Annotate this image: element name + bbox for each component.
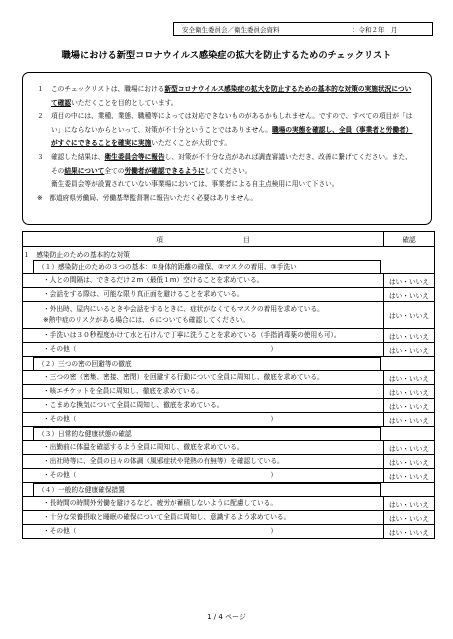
intro-note-2 xyxy=(37,192,417,206)
emphasis-text: 職場の実態を確認し、全員（事業者と労働者）がすぐにできることを確実に実施 xyxy=(51,125,413,148)
question-text: ・三つの密（密集、密接、密閉）を回避する行動について全員に周知し、徹底を求めている。 xyxy=(23,371,384,385)
emphasis-text: 新型コロナウイルス感染症の拡大を防止するための基本的な対策の実施状況について確認 xyxy=(51,85,412,107)
table-body xyxy=(23,247,435,539)
question-text: ・手洗いは３０秒程度かけて水と石けんで丁寧に洗うことを求めている（手指消毒薬の使用も可）。 xyxy=(23,329,384,343)
yes-no-choice[interactable]: はい・いいえ xyxy=(384,525,435,539)
plain-text: いただくことを目的としています。 xyxy=(71,98,178,107)
question-row xyxy=(23,399,435,413)
yes-no-choice[interactable]: はい・いいえ xyxy=(384,455,435,469)
intro-note-1: 衛生委員会等が設置されていない事業場においては、事業者による自主点検用に用いて下さい。 xyxy=(51,180,339,189)
group-row xyxy=(23,427,435,441)
question-row xyxy=(23,413,435,427)
group-row xyxy=(23,357,435,371)
plain-text: 項目の中には、業種、業態、職種等によっては対応できないものがあるかもしれません。ですので、すべての項目が「はい」にならないからといって、対策が不十分ということではありません。 xyxy=(51,112,413,134)
question-row xyxy=(23,371,435,385)
intro-item xyxy=(37,151,417,178)
plain-text: 確認した結果は、 xyxy=(51,152,105,161)
group-label: （２）三つの密の回避等の徹底 xyxy=(33,357,381,370)
header-item: 項 目 xyxy=(23,232,384,247)
intro-item-number: ２ xyxy=(37,112,44,121)
group-label: （４）一般的な健康確保措置 xyxy=(33,483,381,496)
question-row xyxy=(23,497,435,511)
page-title: 職場における新型コロナウイルス感染症の拡大を防止するためのチェックリスト xyxy=(61,50,392,61)
group-label: （３）日常的な健康状態の確認 xyxy=(33,427,381,440)
yes-no-choice[interactable]: はい・いいえ xyxy=(384,385,435,399)
intro-item-text xyxy=(51,110,417,151)
header-org: 安全衛生委員会／衛生委員会資料 xyxy=(182,26,280,34)
group-row xyxy=(23,483,435,497)
plain-text: いただくことが大切です。 xyxy=(151,139,232,148)
yes-no-choice[interactable]: はい・いいえ xyxy=(384,329,435,343)
question-text: ・その他（ ） xyxy=(23,413,384,427)
intro-item-text xyxy=(51,151,417,178)
yes-no-choice[interactable]: はい・いいえ xyxy=(384,371,435,385)
yes-no-choice[interactable]: はい・いいえ xyxy=(384,511,435,525)
intro-box xyxy=(22,72,432,225)
yes-no-choice[interactable]: はい・いいえ xyxy=(384,274,435,288)
question-line: ※熱中症のリスクがある場合には、６についても確認してください。 xyxy=(43,316,249,324)
plain-text: このチェックリストは、職場における xyxy=(51,85,165,93)
question-text: ・人との間隔は、できるだけ２m（最低１m）空けることを求めている。 xyxy=(23,274,384,288)
question-text: ・その他（ ） xyxy=(23,343,384,357)
yes-no-choice[interactable]: はい・いいえ xyxy=(384,399,435,413)
question-row xyxy=(23,525,435,539)
note-mark: ※ xyxy=(37,193,43,202)
yes-no-choice[interactable]: はい・いいえ xyxy=(384,441,435,455)
emphasis-text: 結果について xyxy=(64,166,105,175)
checklist-table xyxy=(22,231,435,539)
page-number: 1 / 4 ページ xyxy=(207,613,246,621)
group-label: （１）感染防止のための３つの基本：①身体的距離の確保、②マスクの着用、③手洗い xyxy=(33,260,381,273)
intro-item-number: １ xyxy=(37,85,44,93)
intro-item-number: ３ xyxy=(37,152,44,161)
intro-item xyxy=(37,110,417,151)
yes-no-choice[interactable]: はい・いいえ xyxy=(384,497,435,511)
group-row xyxy=(23,260,435,274)
question-text: ・出社時等に、全員の日々の体調（風邪症状や発熱の有無等）を確認している。 xyxy=(23,455,384,469)
intro-item xyxy=(37,83,417,110)
header-check: 確認 xyxy=(384,232,435,247)
plain-text: してください。 xyxy=(204,166,252,175)
question-row xyxy=(23,343,435,357)
question-text: ・こまめな換気について全員に周知し、徹底を求めている。 xyxy=(23,399,384,413)
note-text: 都道府県労働局、労働基準監督署に報告いただく必要はありません。 xyxy=(49,193,258,202)
question-text: ・長時間の時間外労働を避けるなど、疲労が蓄積しないように配慮している。 xyxy=(23,497,384,511)
question-line: ・外出時、屋内にいるときや会話をするときに、症状がなくてもマスクの着用を求めている。 xyxy=(43,305,324,313)
yes-no-choice[interactable]: はい・いいえ xyxy=(384,343,435,357)
question-row xyxy=(23,288,435,302)
question-row xyxy=(23,455,435,469)
intro-items xyxy=(37,83,417,178)
question-text: ・その他（ ） xyxy=(23,469,384,483)
question-text: ・咳エチケットを全員に周知し、徹底を求めている。 xyxy=(23,385,384,399)
emphasis-text: 労働者が確認できるように xyxy=(124,166,205,175)
emphasis-text: 衛生委員会等に報告 xyxy=(104,152,165,161)
section-row xyxy=(23,247,435,261)
yes-no-choice[interactable]: はい・いいえ xyxy=(384,413,435,427)
question-text xyxy=(23,302,384,329)
yes-no-choice[interactable]: はい・いいえ xyxy=(384,302,435,329)
question-text: ・会話をする際は、可能な限り真正面を避けることを求めている。 xyxy=(23,288,384,302)
intro-item-text xyxy=(51,83,417,110)
question-row xyxy=(23,441,435,455)
section-label: １ 感染防止のための基本的な対策 xyxy=(23,247,435,261)
question-text: ・その他（ ） xyxy=(23,525,384,539)
question-row xyxy=(23,302,435,329)
yes-no-choice[interactable]: はい・いいえ xyxy=(384,469,435,483)
yes-no-choice[interactable]: はい・いいえ xyxy=(384,288,435,302)
question-row xyxy=(23,385,435,399)
question-text: ・出勤前に体温を確認するよう全員に周知し、徹底を求めている。 xyxy=(23,441,384,455)
question-row xyxy=(23,511,435,525)
question-row xyxy=(23,469,435,483)
plain-text: 全ての xyxy=(104,166,125,175)
header-date: ：令和２年 月 xyxy=(352,26,398,34)
table-header-row xyxy=(23,232,435,247)
question-row xyxy=(23,274,435,288)
plain-text: し、対策が不十分な点があれば調査審議いただき、改善に繋げてください。また、その xyxy=(51,152,412,175)
question-row xyxy=(23,329,435,343)
header-box xyxy=(173,22,433,36)
question-text: ・十分な栄養摂取と睡眠の確保について全員に周知し、意識するよう求めている。 xyxy=(23,511,384,525)
